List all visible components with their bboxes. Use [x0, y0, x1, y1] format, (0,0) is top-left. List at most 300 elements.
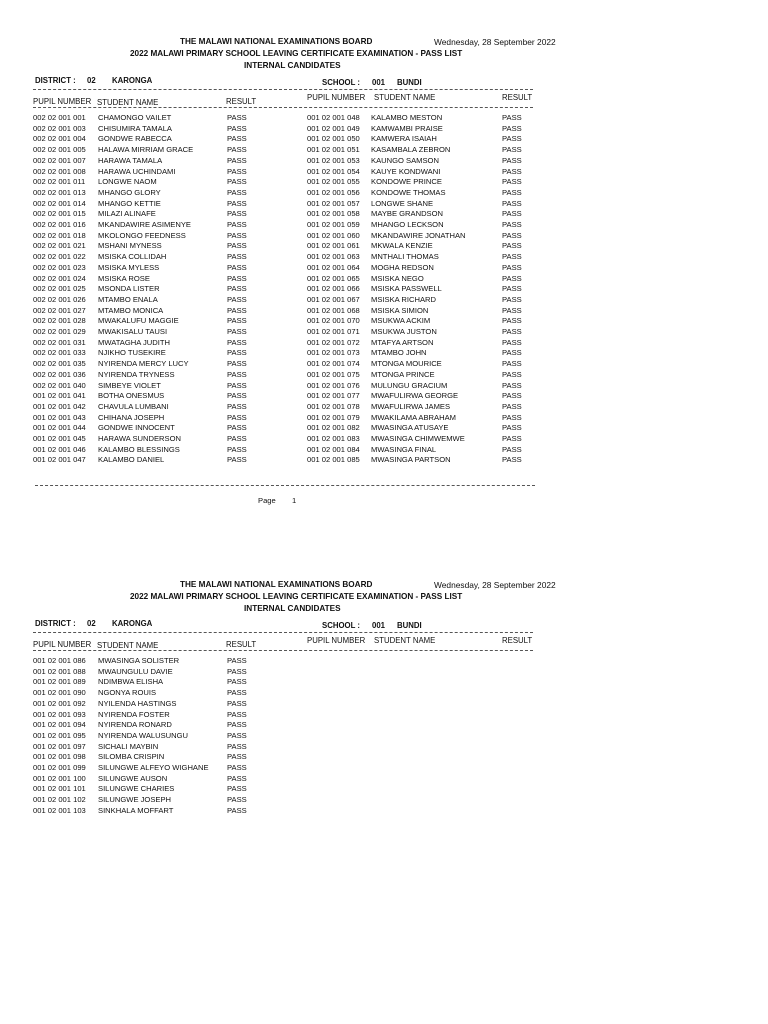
pupil-number-cell: 002 02 001 008 [33, 166, 86, 176]
pupil-number-cell: 001 02 001 089 [33, 677, 86, 687]
student-name-cell: BOTHA ONESMUS [98, 391, 165, 401]
table-row [0, 742, 768, 753]
student-name-cell: KALAMBO MESTON [371, 113, 443, 122]
pupil-number-cell: 001 02 001 097 [33, 741, 86, 751]
table-row [0, 455, 768, 466]
table-row [0, 731, 768, 742]
result-cell: PASS [227, 134, 247, 144]
student-name-cell: MKANDAWIRE ASIMENYE [98, 220, 191, 229]
district-code: 02 [87, 76, 96, 85]
result-cell: PASS [502, 327, 522, 336]
pupil-number-cell: 002 02 001 027 [33, 305, 86, 315]
table-row [0, 763, 768, 774]
header-result-right: RESULT [502, 636, 533, 645]
student-name-cell: MWAFULIRWA JAMES [371, 401, 451, 411]
table-row [0, 774, 768, 785]
candidates-subtitle: INTERNAL CANDIDATES [244, 604, 341, 613]
student-name-cell: MTONGA MOURICE [371, 359, 442, 369]
pupil-number-cell: 001 02 001 051 [307, 145, 360, 155]
report-date: Wednesday, 28 September 2022 [434, 37, 556, 47]
pupil-number-cell: 002 02 001 033 [33, 348, 86, 358]
result-cell: PASS [502, 294, 522, 304]
result-cell: PASS [502, 359, 522, 369]
pupil-number-cell: 002 02 001 036 [33, 369, 86, 379]
page-label: Page [258, 496, 276, 505]
pupil-number-cell: 001 02 001 077 [307, 391, 360, 401]
table-row [0, 167, 768, 178]
result-cell: PASS [502, 444, 522, 454]
pupil-number-cell: 001 02 001 042 [33, 401, 86, 411]
exam-title: 2022 MALAWI PRIMARY SCHOOL LEAVING CERTIFICATE EXAMINATION - PASS LIST [130, 49, 463, 58]
result-cell: PASS [227, 741, 247, 751]
result-cell: PASS [502, 198, 522, 208]
pupil-number-cell: 001 02 001 099 [33, 763, 86, 772]
pupil-number-cell: 001 02 001 063 [307, 252, 360, 262]
pupil-number-cell: 001 02 001 073 [307, 348, 360, 358]
result-cell: PASS [227, 720, 247, 730]
student-name-cell: MKOLONGO FEEDNESS [98, 230, 186, 240]
pupil-number-cell: 001 02 001 056 [307, 187, 360, 197]
pupil-number-cell: 001 02 001 076 [307, 380, 360, 390]
result-cell: PASS [502, 166, 522, 176]
student-name-cell: MSUKWA ACKIM [371, 316, 431, 326]
result-cell: PASS [502, 348, 522, 358]
result-cell: PASS [502, 134, 522, 144]
district-code: 02 [87, 619, 96, 628]
student-name-cell: MSISKA MYLESS [98, 262, 160, 272]
header-pupil-number-right: PUPIL NUMBER [307, 636, 366, 645]
result-cell: PASS [227, 337, 247, 347]
table-row [0, 381, 768, 392]
table-row [0, 752, 768, 763]
result-cell: PASS [502, 113, 522, 122]
pupil-number-cell: 002 02 001 021 [33, 241, 86, 251]
student-name-cell: MSONDA LISTER [98, 284, 160, 294]
pupil-number-cell: 002 02 001 023 [33, 262, 86, 272]
result-cell: PASS [227, 688, 247, 698]
header-result-left: RESULT [226, 97, 257, 106]
table-row [0, 113, 768, 124]
pupil-number-cell: 002 02 001 035 [33, 359, 86, 369]
pupil-number-cell: 001 02 001 083 [307, 434, 360, 443]
result-cell: PASS [227, 241, 247, 251]
table-row [0, 434, 768, 445]
header-divider-top [33, 632, 533, 633]
student-name-cell: MWASINGA FINAL [371, 444, 437, 454]
pupil-number-cell: 001 02 001 060 [307, 230, 360, 240]
student-name-cell: NDIMBWA ELISHA [98, 677, 164, 687]
table-row [0, 402, 768, 413]
result-cell: PASS [227, 698, 247, 708]
pupil-number-cell: 001 02 001 079 [307, 412, 360, 422]
student-name-cell: KAMWAMBI PRAISE [371, 123, 443, 133]
pupil-number-cell: 002 02 001 004 [33, 134, 86, 144]
page-end-divider [35, 485, 535, 486]
table-row [0, 199, 768, 210]
pupil-number-cell: 001 02 001 044 [33, 423, 86, 433]
student-name-cell: MKANDAWIRE JONATHAN [371, 230, 466, 240]
pupil-number-cell: 001 02 001 065 [307, 273, 360, 283]
page-number: 1 [292, 496, 297, 505]
student-name-cell: KASAMBALA ZEBRON [371, 145, 451, 155]
result-cell: PASS [227, 752, 247, 762]
student-name-cell: LONGWE SHANE [371, 198, 434, 208]
pupil-number-cell: 001 02 001 092 [33, 698, 86, 708]
header-pupil-number-right: PUPIL NUMBER [307, 93, 366, 102]
school-code: 001 [372, 621, 386, 630]
result-cell: PASS [227, 391, 247, 401]
result-cell: PASS [227, 252, 247, 262]
student-name-cell: HALAWA MIRRIAM GRACE [98, 145, 194, 155]
table-row [0, 699, 768, 710]
pupil-number-cell: 002 02 001 028 [33, 316, 86, 326]
result-cell: PASS [502, 273, 522, 283]
result-cell: PASS [502, 209, 522, 219]
pupil-number-cell: 001 02 001 054 [307, 166, 360, 176]
student-name-cell: SILUNGWE JOSEPH [98, 795, 171, 805]
pupil-number-cell: 001 02 001 103 [33, 805, 86, 815]
table-row [0, 284, 768, 295]
result-cell: PASS [227, 113, 247, 122]
student-name-cell: HARAWA UCHINDAMI [98, 166, 176, 176]
table-row [0, 295, 768, 306]
result-cell: PASS [227, 656, 247, 665]
pupil-number-cell: 001 02 001 078 [307, 401, 360, 411]
result-cell: PASS [502, 123, 522, 133]
pupil-number-cell: 002 02 001 029 [33, 327, 86, 336]
result-cell: PASS [227, 784, 247, 794]
student-name-cell: KAUYE KONDWANI [371, 166, 441, 176]
result-cell: PASS [227, 177, 247, 187]
result-cell: PASS [227, 444, 247, 454]
result-cell: PASS [502, 316, 522, 326]
header-divider-bottom [33, 650, 533, 651]
student-name-cell: CHIHANA JOSEPH [98, 412, 165, 422]
student-name-cell: MHANGO GLORY [98, 187, 161, 197]
table-row [0, 252, 768, 263]
result-cell: PASS [502, 284, 522, 294]
header-divider-bottom [33, 107, 533, 108]
result-cell: PASS [227, 305, 247, 315]
student-name-cell: MWASINGA PARTSON [371, 455, 451, 465]
pupil-number-cell: 001 02 001 072 [307, 337, 360, 347]
pupil-number-cell: 002 02 001 007 [33, 155, 86, 165]
pupil-number-cell: 001 02 001 048 [307, 113, 360, 122]
pupil-number-cell: 002 02 001 022 [33, 252, 86, 262]
student-name-cell: MSISKA SIMION [371, 305, 429, 315]
pupil-number-cell: 001 02 001 058 [307, 209, 360, 219]
result-cell: PASS [502, 369, 522, 379]
header-student-name-left: STUDENT NAME [97, 98, 159, 107]
pupil-number-cell: 001 02 001 068 [307, 305, 360, 315]
report-date: Wednesday, 28 September 2022 [434, 580, 556, 590]
result-cell: PASS [502, 455, 522, 465]
table-row [0, 274, 768, 285]
pupil-number-cell: 002 02 001 011 [33, 177, 86, 187]
table-row [0, 338, 768, 349]
student-name-cell: MSUKWA JUSTON [371, 327, 437, 336]
student-name-cell: LONGWE NAOM [98, 177, 157, 187]
table-row [0, 145, 768, 156]
pupil-number-cell: 001 02 001 050 [307, 134, 360, 144]
table-row [0, 677, 768, 688]
result-cell: PASS [502, 305, 522, 315]
student-name-cell: NGONYA ROUIS [98, 688, 157, 698]
student-name-cell: CHAVULA LUMBANI [98, 401, 169, 411]
table-row [0, 370, 768, 381]
student-name-cell: MNTHALI THOMAS [371, 252, 439, 262]
student-name-cell: SIMBEYE VIOLET [98, 380, 161, 390]
student-name-cell: HARAWA TAMALA [98, 155, 163, 165]
school-name: BUNDI [397, 78, 422, 87]
exam-title: 2022 MALAWI PRIMARY SCHOOL LEAVING CERTIFICATE EXAMINATION - PASS LIST [130, 592, 463, 601]
pupil-number-cell: 001 02 001 088 [33, 666, 86, 676]
student-name-cell: SILUNGWE CHARIES [98, 784, 175, 794]
student-name-cell: MOGHA REDSON [371, 262, 434, 272]
pupil-number-cell: 001 02 001 057 [307, 198, 360, 208]
student-name-cell: MKWALA KENZIE [371, 241, 433, 251]
result-cell: PASS [227, 123, 247, 133]
student-name-cell: MWASINGA ATUSAYE [371, 423, 449, 433]
student-name-cell: NYIRENDA WALUSUNGU [98, 730, 189, 740]
pupil-number-cell: 001 02 001 046 [33, 444, 86, 454]
board-title: THE MALAWI NATIONAL EXAMINATIONS BOARD [180, 580, 373, 589]
table-row [0, 188, 768, 199]
pupil-number-cell: 001 02 001 047 [33, 455, 86, 465]
pupil-number-cell: 001 02 001 041 [33, 391, 86, 401]
result-cell: PASS [502, 380, 522, 390]
pupil-number-cell: 002 02 001 003 [33, 123, 86, 133]
student-name-cell: MTAFYA ARTSON [371, 337, 434, 347]
result-cell: PASS [227, 187, 247, 197]
candidates-subtitle: INTERNAL CANDIDATES [244, 61, 341, 70]
result-cell: PASS [502, 412, 522, 422]
result-cell: PASS [227, 348, 247, 358]
student-name-cell: MWAKALUFU MAGGIE [98, 316, 179, 326]
pupil-number-cell: 001 02 001 049 [307, 123, 360, 133]
page-2 [0, 543, 768, 1024]
student-name-cell: KAUNGO SAMSON [371, 155, 439, 165]
result-cell: PASS [227, 166, 247, 176]
header-student-name-right: STUDENT NAME [374, 93, 436, 102]
pupil-number-cell: 001 02 001 090 [33, 688, 86, 698]
pupil-number-cell: 001 02 001 055 [307, 177, 360, 187]
pupil-number-cell: 002 02 001 040 [33, 380, 86, 390]
pupil-number-cell: 002 02 001 013 [33, 187, 86, 197]
table-row [0, 316, 768, 327]
district-label: DISTRICT : [35, 76, 76, 85]
student-name-cell: GONDWE INNOCENT [98, 423, 175, 433]
result-cell: PASS [227, 327, 247, 336]
table-row [0, 688, 768, 699]
result-cell: PASS [227, 805, 247, 815]
table-row [0, 177, 768, 188]
pupil-number-cell: 002 02 001 025 [33, 284, 86, 294]
result-cell: PASS [227, 198, 247, 208]
table-row [0, 423, 768, 434]
result-cell: PASS [502, 252, 522, 262]
result-cell: PASS [227, 262, 247, 272]
student-name-cell: KALAMBO DANIEL [98, 455, 165, 465]
pupil-number-cell: 001 02 001 061 [307, 241, 360, 251]
student-name-cell: MWAKILAMA ABRAHAM [371, 412, 456, 422]
student-name-cell: SILOMBA CRISPIN [98, 752, 165, 762]
result-cell: PASS [227, 145, 247, 155]
pupil-number-cell: 001 02 001 071 [307, 327, 360, 336]
result-cell: PASS [227, 155, 247, 165]
table-row [0, 720, 768, 731]
pupil-number-cell: 001 02 001 082 [307, 423, 360, 433]
student-name-cell: MTAMBO ENALA [98, 294, 158, 304]
table-row [0, 391, 768, 402]
student-name-cell: NYIRENDA MERCY LUCY [98, 359, 189, 369]
table-row [0, 306, 768, 317]
student-name-cell: HARAWA SUNDERSON [98, 434, 181, 443]
student-name-cell: MTAMBO JOHN [371, 348, 427, 358]
result-cell: PASS [502, 337, 522, 347]
pupil-number-cell: 001 02 001 064 [307, 262, 360, 272]
student-name-cell: MWASINGA CHIMWEMWE [371, 434, 465, 443]
pupil-number-cell: 001 02 001 074 [307, 359, 360, 369]
pupil-number-cell: 001 02 001 075 [307, 369, 360, 379]
table-row [0, 241, 768, 252]
school-label: SCHOOL : [322, 621, 360, 630]
table-row [0, 656, 768, 667]
student-name-cell: MSISKA COLLIDAH [98, 252, 167, 262]
result-cell: PASS [227, 369, 247, 379]
district-name: KARONGA [112, 619, 153, 628]
pupil-number-cell: 001 02 001 066 [307, 284, 360, 294]
student-name-cell: KONDOWE PRINCE [371, 177, 442, 187]
pupil-number-cell: 002 02 001 018 [33, 230, 86, 240]
table-row [0, 413, 768, 424]
school-label: SCHOOL : [322, 78, 360, 87]
student-name-cell: MTONGA PRINCE [371, 369, 435, 379]
student-name-cell: MWAKISALU TAUSI [98, 327, 168, 336]
result-cell: PASS [227, 359, 247, 369]
result-cell: PASS [227, 273, 247, 283]
student-name-cell: SINKHALA MOFFART [98, 805, 174, 815]
student-name-cell: GONDWE RABECCA [98, 134, 172, 144]
pupil-number-cell: 001 02 001 043 [33, 412, 86, 422]
result-cell: PASS [502, 401, 522, 411]
student-name-cell: MWAFULIRWA GEORGE [371, 391, 459, 401]
pupil-number-cell: 001 02 001 101 [33, 784, 86, 794]
student-name-cell: MSISKA RICHARD [371, 294, 436, 304]
pupil-number-cell: 001 02 001 070 [307, 316, 360, 326]
result-cell: PASS [227, 423, 247, 433]
school-name: BUNDI [397, 621, 422, 630]
result-cell: PASS [227, 795, 247, 805]
student-name-cell: MILAZI ALINAFE [98, 209, 156, 219]
header-student-name-right: STUDENT NAME [374, 636, 436, 645]
student-name-cell: MWASINGA SOLISTER [98, 656, 180, 665]
student-name-cell: MSHANI MYNESS [98, 241, 162, 251]
result-cell: PASS [227, 455, 247, 465]
district-label: DISTRICT : [35, 619, 76, 628]
student-name-cell: MTAMBO MONICA [98, 305, 164, 315]
pupil-number-cell: 001 02 001 053 [307, 155, 360, 165]
result-cell: PASS [502, 230, 522, 240]
table-row [0, 710, 768, 721]
result-cell: PASS [502, 187, 522, 197]
pupil-number-cell: 002 02 001 016 [33, 220, 86, 229]
student-name-cell: SILUNGWE ALFEYO WIGHANE [98, 763, 209, 772]
pupil-number-cell: 002 02 001 005 [33, 145, 86, 155]
pupil-number-cell: 002 02 001 014 [33, 198, 86, 208]
pupil-number-cell: 001 02 001 093 [33, 709, 86, 719]
student-name-cell: MSISKA NEGO [371, 273, 424, 283]
result-cell: PASS [227, 763, 247, 772]
student-name-cell: MSISKA PASSWELL [371, 284, 442, 294]
pupil-number-cell: 001 02 001 095 [33, 730, 86, 740]
result-cell: PASS [227, 677, 247, 687]
pupil-number-cell: 001 02 001 067 [307, 294, 360, 304]
header-student-name-left: STUDENT NAME [97, 641, 159, 650]
result-cell: PASS [227, 209, 247, 219]
table-row [0, 348, 768, 359]
result-cell: PASS [227, 294, 247, 304]
student-name-cell: KONDOWE THOMAS [371, 187, 446, 197]
student-name-cell: MWATAGHA JUDITH [98, 337, 170, 347]
student-name-cell: NYILENDA HASTINGS [98, 698, 177, 708]
header-result-right: RESULT [502, 93, 533, 102]
result-cell: PASS [502, 423, 522, 433]
pupil-number-cell: 002 02 001 024 [33, 273, 86, 283]
pupil-number-cell: 001 02 001 059 [307, 220, 360, 229]
table-row [0, 134, 768, 145]
table-row [0, 220, 768, 231]
board-title: THE MALAWI NATIONAL EXAMINATIONS BOARD [180, 37, 373, 46]
result-cell: PASS [227, 730, 247, 740]
pupil-number-cell: 002 02 001 015 [33, 209, 86, 219]
table-row [0, 359, 768, 370]
pupil-number-cell: 001 02 001 045 [33, 434, 86, 443]
table-row [0, 209, 768, 220]
result-cell: PASS [227, 709, 247, 719]
table-row [0, 156, 768, 167]
student-name-cell: MSISKA ROSE [98, 273, 150, 283]
student-name-cell: NYIRENDA RONARD [98, 720, 172, 730]
header-pupil-number-left: PUPIL NUMBER [33, 97, 92, 106]
district-name: KARONGA [112, 76, 153, 85]
pupil-number-cell: 001 02 001 084 [307, 444, 360, 454]
student-name-cell: SICHALI MAYBIN [98, 741, 159, 751]
result-cell: PASS [227, 666, 247, 676]
header-result-left: RESULT [226, 640, 257, 649]
student-name-cell: NYIRENDA TRYNESS [98, 369, 175, 379]
result-cell: PASS [227, 380, 247, 390]
student-name-cell: MWAUNGULU DAVIE [98, 666, 173, 676]
result-cell: PASS [502, 241, 522, 251]
result-cell: PASS [502, 262, 522, 272]
table-row [0, 795, 768, 806]
student-name-cell: CHAMONGO VAILET [98, 113, 172, 122]
student-name-cell: NYIRENDA FOSTER [98, 709, 170, 719]
pupil-number-cell: 001 02 001 102 [33, 795, 86, 805]
pupil-number-cell: 001 02 001 086 [33, 656, 86, 665]
pupil-number-cell: 001 02 001 100 [33, 773, 86, 783]
result-cell: PASS [502, 155, 522, 165]
result-cell: PASS [502, 391, 522, 401]
header-pupil-number-left: PUPIL NUMBER [33, 640, 92, 649]
student-name-cell: MULUNGU GRACIUM [371, 380, 448, 390]
result-cell: PASS [502, 220, 522, 229]
result-cell: PASS [502, 177, 522, 187]
student-name-cell: MHANGO KETTIE [98, 198, 161, 208]
result-cell: PASS [227, 401, 247, 411]
table-row [0, 231, 768, 242]
